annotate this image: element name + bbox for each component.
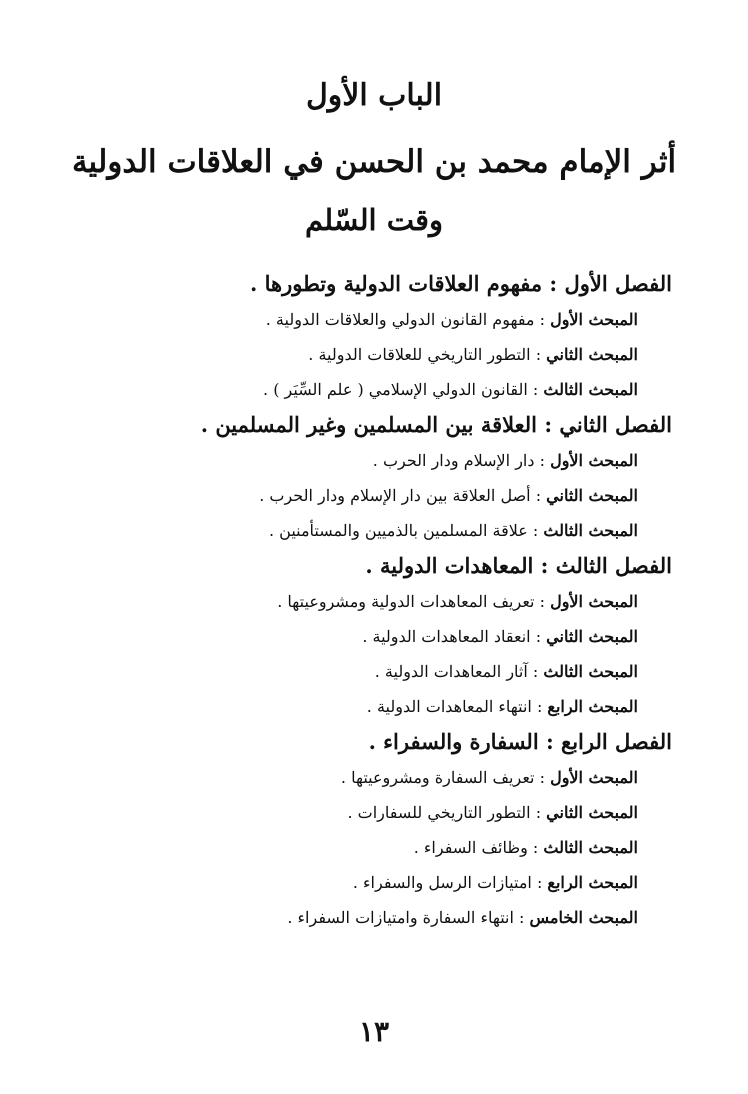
section-item [52,865,672,900]
page-number: ١٣ [358,1015,390,1048]
chapter-heading: الفصل الرابع : السفارة والسفراء . [368,729,672,754]
section-text: : التطور التاريخي للعلاقات الدولية . [308,345,547,364]
table-of-contents [52,266,672,935]
section-label: المبحث الثاني [546,627,638,646]
section-item [52,478,672,513]
section-label: المبحث الأول [550,592,638,611]
section-text: : امتيازات الرسل والسفراء . [352,873,548,892]
section-item [52,302,672,337]
section-label: المبحث الأول [550,310,638,329]
section-text: : دار الإسلام ودار الحرب . [372,451,551,470]
part-title: الباب الأول [305,78,443,113]
section-text: : تعريف المعاهدات الدولية ومشروعيتها . [277,592,551,611]
section-item [52,795,672,830]
chapter-heading: الفصل الأول : مفهوم العلاقات الدولية وتطورها . [250,271,672,296]
section-item [52,619,672,654]
section-label: المبحث الرابع [547,873,638,892]
section-label: المبحث الخامس [529,908,638,927]
section-item [52,830,672,865]
section-text: : أصل العلاقة بين دار الإسلام ودار الحرب . [259,486,547,505]
section-label: المبحث الثاني [546,345,638,364]
section-text: : القانون الدولي الإسلامي ( علم السِّيَر ) . [263,380,544,399]
section-item [52,513,672,548]
section-text: : علاقة المسلمين بالذميين والمستأمنين . [268,521,544,540]
section-label: المبحث الثالث [543,662,638,681]
section-label: المبحث الثاني [546,486,638,505]
section-item [52,337,672,372]
chapter-heading: الفصل الثالث : المعاهدات الدولية . [365,553,672,578]
chapter-heading: الفصل الثاني : العلاقة بين المسلمين وغير المسلمين . [200,412,672,437]
section-label: المبحث الثالث [543,521,638,540]
section-label: المبحث الرابع [547,697,638,716]
section-item [52,760,672,795]
section-text: : انتهاء السفارة وامتيازات السفراء . [287,908,530,927]
sub-title: وقت السّلم [304,203,444,237]
main-title: أثر الإمام محمد بن الحسن في العلاقات الدولية [71,144,677,180]
section-text: : تعريف السفارة ومشروعيتها . [340,768,551,787]
section-label: المبحث الثالث [543,838,638,857]
section-text: : وظائف السفراء . [413,838,544,857]
section-label: المبحث الثاني [546,803,638,822]
section-label: المبحث الأول [550,768,638,787]
section-item [52,654,672,689]
section-text: : مفهوم القانون الدولي والعلاقات الدولية . [265,310,551,329]
section-item [52,689,672,724]
section-item [52,900,672,935]
section-label: المبحث الثالث [543,380,638,399]
section-label: المبحث الأول [550,451,638,470]
section-item [52,584,672,619]
section-text: : آثار المعاهدات الدولية . [374,662,544,681]
section-item [52,372,672,407]
section-text: : انعقاد المعاهدات الدولية . [362,627,547,646]
section-text: : التطور التاريخي للسفارات . [347,803,547,822]
section-text: : انتهاء المعاهدات الدولية . [366,697,548,716]
section-item [52,443,672,478]
